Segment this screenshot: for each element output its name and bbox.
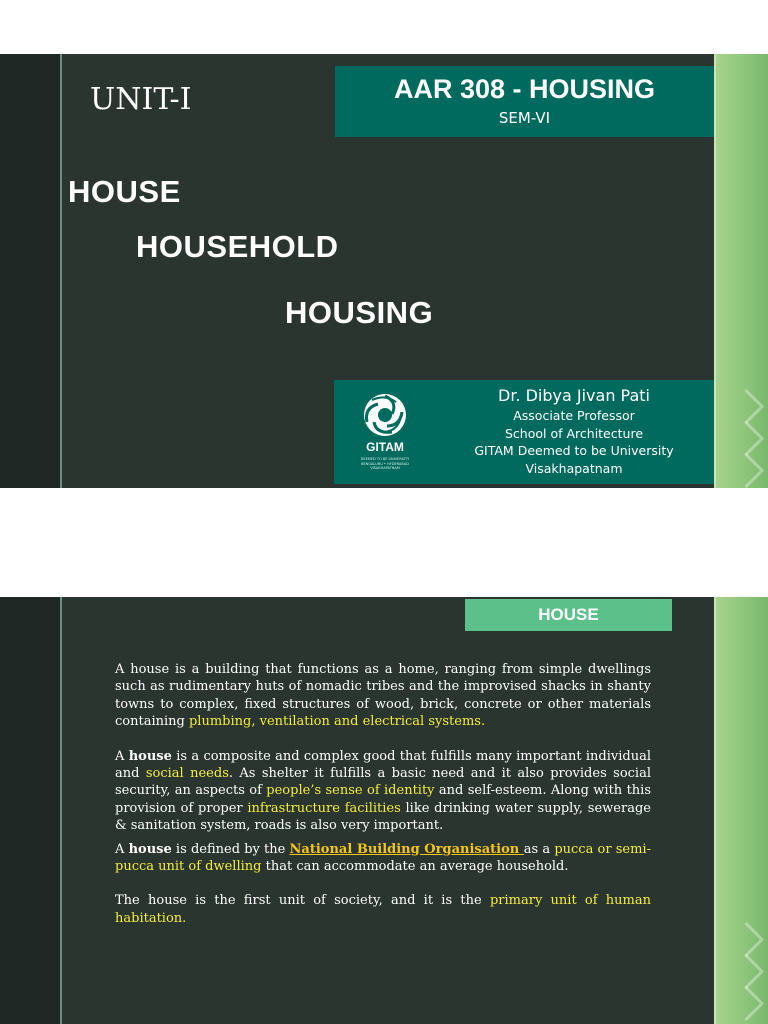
chevron-right-icon <box>729 954 764 989</box>
bold-text: house <box>128 841 172 857</box>
chevron-right-icon <box>729 389 764 424</box>
text-run: A <box>115 748 129 764</box>
left-dark-bar <box>0 597 60 1024</box>
paragraph <box>115 841 651 876</box>
text-run: is defined by the <box>171 841 290 857</box>
text-run: The house is the first unit of society, and it is the <box>115 893 490 909</box>
left-divider-line <box>60 54 62 488</box>
chevron-right-icon <box>729 453 764 488</box>
gitam-logo <box>352 390 418 474</box>
highlight-text: plumbing, ventilation and electrical systems. <box>188 714 486 730</box>
title-word-housing: HOUSING <box>285 295 434 330</box>
semester-label: SEM-VI <box>498 109 551 127</box>
highlight-text: infrastructure facilities <box>247 800 401 816</box>
course-title: AAR 308 - HOUSING <box>393 74 656 104</box>
unit-label: UNIT-I <box>90 82 192 117</box>
logo-tagline-line: BENGALURU • HYDERABAD <box>361 461 409 466</box>
highlight-text: people’s sense of identity <box>266 783 435 799</box>
left-dark-bar <box>0 54 60 488</box>
right-green-band <box>716 597 768 1024</box>
title-word-household: HOUSEHOLD <box>136 229 339 264</box>
highlight-text: pucca or semi-pucca unit of dwelling <box>115 841 651 875</box>
author-city: Visakhapatnam <box>525 460 623 476</box>
text-run: that can accommodate an average household. <box>261 859 569 875</box>
highlight-text: social needs <box>145 766 229 782</box>
title-word-house: HOUSE <box>68 174 181 209</box>
logo-tagline-line: VISAKHAPATNAM <box>370 466 400 470</box>
chevron-right-icon <box>729 986 764 1021</box>
paragraph <box>115 892 651 927</box>
section-heading: HOUSE <box>465 599 672 631</box>
author-name: Dr. Dibya Jivan Pati <box>498 386 650 405</box>
chevron-right-icon <box>729 922 764 957</box>
organisation-link[interactable]: National Building Organisation <box>289 841 524 857</box>
body-text <box>115 661 651 927</box>
paragraph <box>115 748 651 835</box>
chevron-right-icon <box>729 421 764 456</box>
text-run: and self-esteem. Along with this provision of proper <box>115 783 651 816</box>
author-university: GITAM Deemed to be University <box>474 443 674 458</box>
house-slide <box>0 597 768 1024</box>
text-run: like drinking water supply, sewerage & sanitation system, roads is also very important. <box>115 800 651 834</box>
logo-name: GITAM <box>366 440 404 454</box>
text-run: . As shelter it fulfills a basic need and it also provides social security, an aspects of <box>115 766 652 799</box>
gitam-swirl-icon <box>352 390 418 440</box>
paragraph <box>115 661 651 731</box>
text-run: A house is a building that functions as a home, ranging from simple dwellings such as rudimentary huts of nomadic tribes and the improvised shacks in shanty towns to complex, fixed structures of wood, brick, concrete or other materials containing <box>115 662 651 730</box>
highlight-text: primary unit of human habitation. <box>115 893 652 926</box>
title-slide <box>0 54 768 488</box>
author-panel <box>334 380 714 484</box>
text-run: is a composite and complex good that fulfills many important individual and <box>115 748 651 782</box>
author-details <box>444 385 704 477</box>
right-green-band <box>716 54 768 488</box>
author-school: School of Architecture <box>504 425 644 441</box>
logo-tagline-line: DEEMED TO BE UNIVERSITY <box>360 457 410 461</box>
logo-tagline <box>352 457 418 471</box>
left-divider-line <box>60 597 62 1024</box>
author-position: Associate Professor <box>513 408 635 423</box>
bold-text: house <box>128 748 172 764</box>
text-run: A <box>115 841 129 857</box>
text-run: as a <box>523 841 555 857</box>
course-banner <box>335 66 714 137</box>
